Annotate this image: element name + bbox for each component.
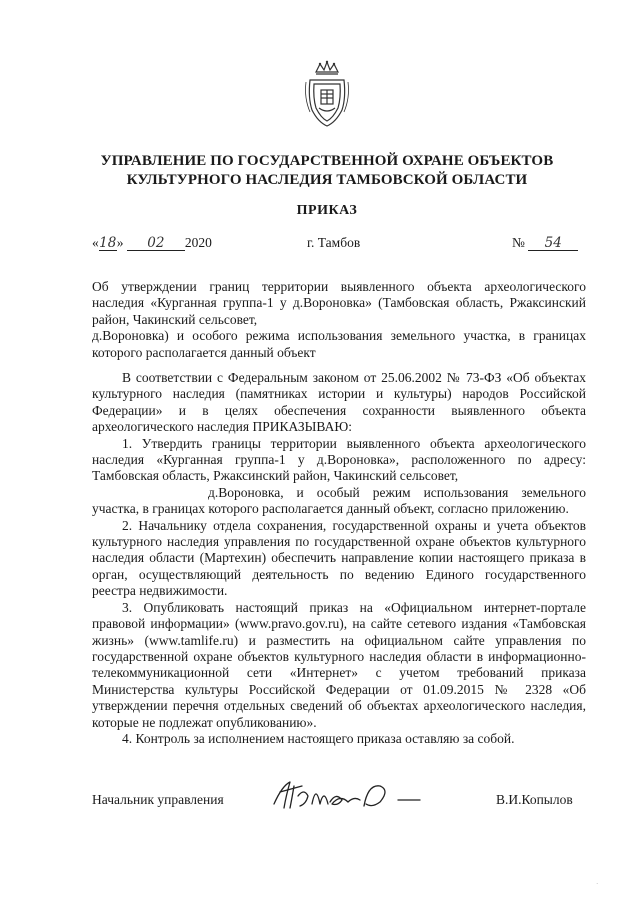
number-value: 54	[528, 236, 578, 251]
item-1-paragraph: 1. Утвердить границы территории выявленного объекта археологического наследия «Курганная группа-1 у д.Вороновка», расположенного по адресу: Тамбовская область, Ржаксинский район, Чакинский сельсовет,	[92, 435, 586, 484]
handwritten-signature	[268, 774, 448, 818]
coat-of-arms-emblem	[302, 58, 352, 128]
order-body	[92, 370, 586, 747]
preamble-paragraph: В соответствии с Федеральным законом от 25.06.2002 № 73-ФЗ «Об объектах культурного наследия (памятниках истории и культуры) народов Российской Федерации» и в целях обеспечения сохранности выявленного объекта археологического наследия ПРИКАЗЫВАЮ:	[92, 370, 586, 435]
date-month: 02	[127, 236, 185, 251]
date-open-quote: «	[92, 235, 99, 250]
heading-line-2: КУЛЬТУРНОГО НАСЛЕДИЯ ТАМБОВСКОЙ ОБЛАСТИ	[126, 172, 528, 188]
item-1-continuation: д.Вороновка, и особый режим использования земельного участка, в границах которого располагается данный объект, согласно приложению.	[92, 484, 586, 517]
subject-line-1: Об утверждении границ территории выявленного объекта археологического наследия «Курганная группа-1 у д.Вороновка» (Тамбовская область, Ржаксинский район, Чакинский сельсовет,	[92, 279, 586, 327]
document-type-title: ПРИКАЗ	[296, 203, 358, 218]
order-number	[512, 235, 578, 251]
item-3-paragraph: 3. Опубликовать настоящий приказ на «Официальном интернет-портале правовой информации» (www.pravo.gov.ru), на сайте сетевого издания «Тамбовская жизнь» (www.tamlife.ru) и разместить на официальном сайте управления по государственной охране объектов культурного наследия области в информационно-телекоммуникационной сети «Интернет» с учетом требований приказа Министерства культуры Российской Федерации от 01.09.2015 № 2328 «Об утверждении перечня отдельных сведений об объектах археологического наследия, которые не подлежат опубликованию».	[92, 599, 586, 730]
agency-heading	[60, 152, 594, 190]
date-year: 2020	[184, 235, 212, 250]
heading-line-1: УПРАВЛЕНИЕ ПО ГОСУДАРСТВЕННОЙ ОХРАНЕ ОБЪЕКТОВ	[100, 153, 554, 169]
date-day: 18	[99, 235, 117, 251]
item-2-paragraph: 2. Начальнику отдела сохранения, государственной охраны и учета объектов культурного наследия управления по государственной охране объектов культурного наследия области (Мартехин) обеспечить направление копии настоящего приказа в орган, осуществляющий деятельность по ведению Единого государственного реестра недвижимости.	[92, 517, 586, 599]
order-subject	[92, 279, 586, 361]
order-date	[92, 235, 212, 251]
item-4-paragraph: 4. Контроль за исполнением настоящего приказа оставляю за собой.	[122, 730, 515, 746]
number-prefix: №	[512, 235, 525, 250]
subject-line-2: д.Вороновка) и особого режима использования земельного участка, в границах которого располагается данный объект	[92, 328, 586, 360]
date-close-quote: »	[116, 235, 124, 250]
order-city: г. Тамбов	[307, 235, 361, 250]
scan-speck: ·	[596, 880, 599, 888]
signatory-position: Начальник управления	[92, 792, 224, 807]
signatory-name: В.И.Копылов	[496, 792, 573, 807]
